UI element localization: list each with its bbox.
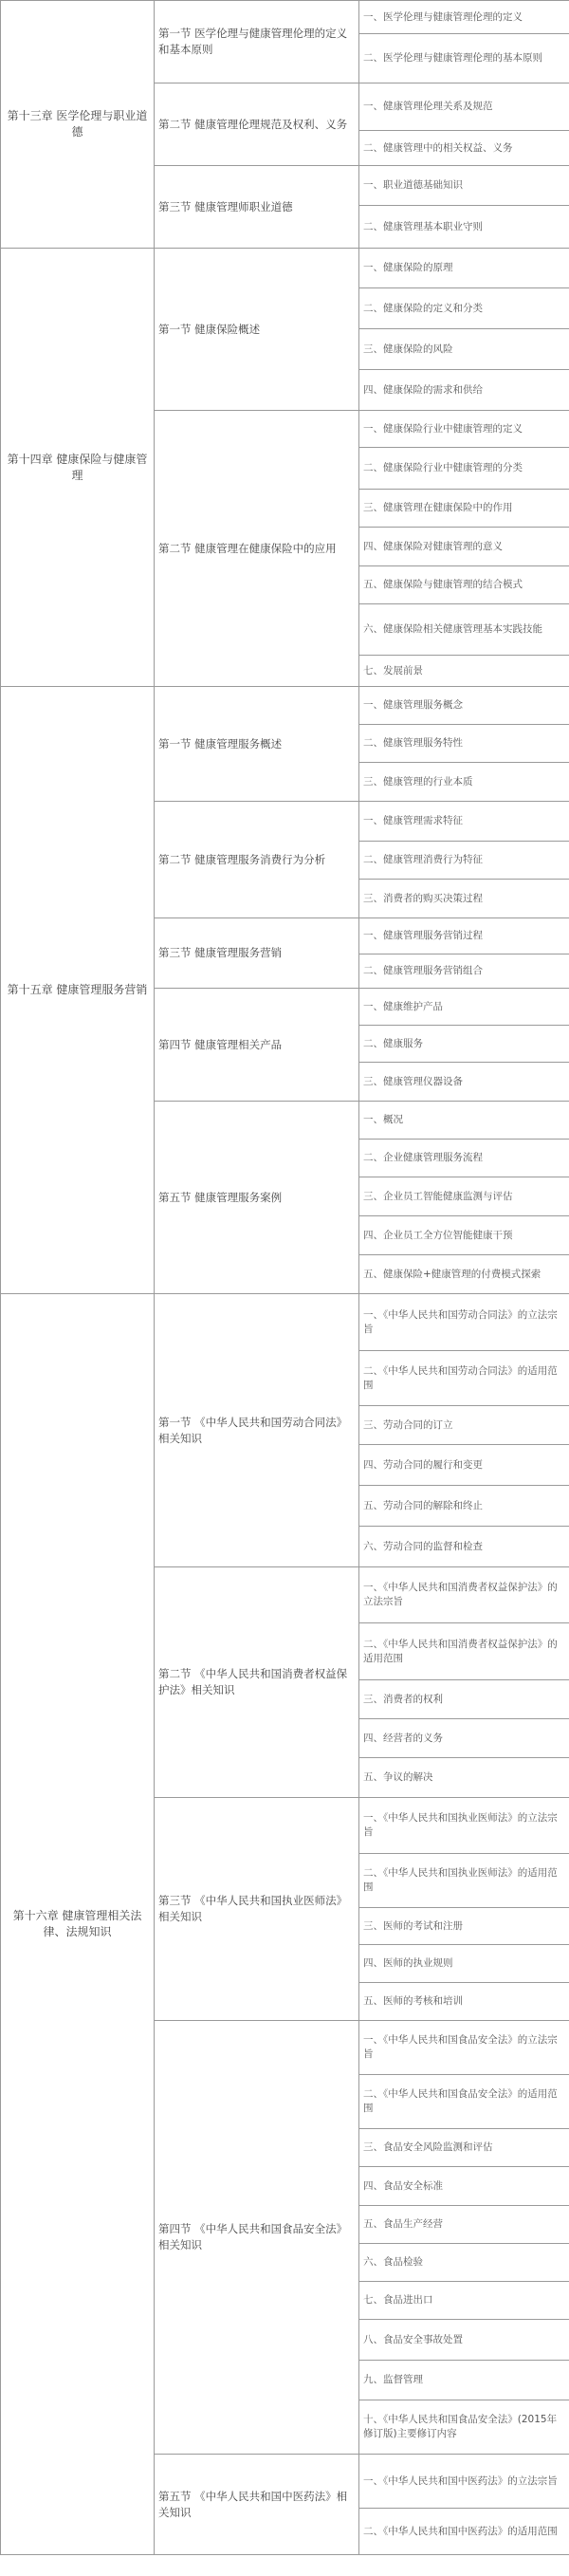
- table-row: [1, 249, 569, 288]
- section-title: 第五节 《中华人民共和国中医药法》相关知识: [155, 2455, 359, 2555]
- topic-item: 十、《中华人民共和国食品安全法》(2015年修订版)主要修订内容: [359, 2400, 569, 2455]
- section-title: 第三节 健康管理服务营销: [155, 918, 359, 989]
- topic-item: 八、食品安全事故处置: [359, 2320, 569, 2361]
- topic-item: 二、健康保险行业中健康管理的分类: [359, 448, 569, 490]
- topic-item: 三、食品安全风险监测和评估: [359, 2129, 569, 2167]
- topic-item: 二、健康管理基本职业守则: [359, 206, 569, 249]
- topic-item: 四、食品安全标准: [359, 2167, 569, 2206]
- section-title: 第二节 健康管理伦理规范及权利、义务: [155, 83, 359, 166]
- topic-item: 二、健康保险的定义和分类: [359, 288, 569, 329]
- topic-item: 五、医师的考核和培训: [359, 1983, 569, 2021]
- topic-item: 二、健康管理中的相关权益、义务: [359, 131, 569, 166]
- topic-item: 一、健康管理服务营销过程: [359, 918, 569, 954]
- topic-item: 二、《中华人民共和国消费者权益保护法》的适用范围: [359, 1623, 569, 1680]
- topic-item: 九、监督管理: [359, 2361, 569, 2400]
- topic-item: 四、健康保险对健康管理的意义: [359, 528, 569, 566]
- table-row: [1, 1294, 569, 1351]
- topic-item: 三、健康管理仪器设备: [359, 1063, 569, 1102]
- chapter-title: 第十六章 健康管理相关法律、法规知识: [1, 1294, 155, 2555]
- topic-item: 三、消费者的权利: [359, 1680, 569, 1719]
- topic-item: 二、《中华人民共和国执业医师法》的适用范围: [359, 1854, 569, 1908]
- topic-item: 二、健康管理消费行为特征: [359, 842, 569, 880]
- topic-item: 一、医学伦理与健康管理伦理的定义: [359, 1, 569, 34]
- topic-item: 七、发展前景: [359, 656, 569, 687]
- chapter-title: 第十三章 医学伦理与职业道德: [1, 1, 155, 249]
- topic-item: 六、食品检验: [359, 2244, 569, 2282]
- section-title: 第一节 医学伦理与健康管理伦理的定义和基本原则: [155, 1, 359, 83]
- section-title: 第三节 《中华人民共和国执业医师法》相关知识: [155, 1798, 359, 2021]
- topic-item: 四、经营者的义务: [359, 1719, 569, 1758]
- topic-item: 四、医师的执业规则: [359, 1945, 569, 1983]
- topic-item: 五、劳动合同的解除和终止: [359, 1486, 569, 1527]
- chapter-title: 第十五章 健康管理服务营销: [1, 687, 155, 1294]
- topic-item: 六、健康保险相关健康管理基本实践技能: [359, 604, 569, 656]
- section-title: 第一节 健康管理服务概述: [155, 687, 359, 802]
- topic-item: 五、健康保险与健康管理的结合模式: [359, 566, 569, 604]
- topic-item: 二、《中华人民共和国中医药法》的适用范围: [359, 2509, 569, 2555]
- section-title: 第二节 健康管理服务消费行为分析: [155, 802, 359, 918]
- topic-item: 六、劳动合同的监督和检查: [359, 1527, 569, 1567]
- section-title: 第二节 健康管理在健康保险中的应用: [155, 411, 359, 687]
- topic-item: 四、企业员工全方位智能健康干预: [359, 1216, 569, 1255]
- topic-item: 一、职业道德基础知识: [359, 166, 569, 206]
- topic-item: 一、健康管理需求特征: [359, 802, 569, 842]
- section-title: 第一节 《中华人民共和国劳动合同法》相关知识: [155, 1294, 359, 1567]
- topic-item: 二、健康服务: [359, 1026, 569, 1063]
- section-title: 第三节 健康管理师职业道德: [155, 166, 359, 249]
- syllabus-body: [1, 1, 569, 2555]
- topic-item: 二、健康管理服务特性: [359, 725, 569, 763]
- topic-item: 一、概况: [359, 1102, 569, 1140]
- section-title: 第二节 《中华人民共和国消费者权益保护法》相关知识: [155, 1567, 359, 1798]
- topic-item: 四、健康保险的需求和供给: [359, 370, 569, 411]
- topic-item: 一、健康维护产品: [359, 989, 569, 1026]
- topic-item: 二、健康管理服务营销组合: [359, 954, 569, 989]
- topic-item: 二、医学伦理与健康管理伦理的基本原则: [359, 34, 569, 83]
- topic-item: 五、健康保险+健康管理的付费模式探索: [359, 1255, 569, 1294]
- topic-item: 三、健康保险的风险: [359, 329, 569, 370]
- section-title: 第四节 《中华人民共和国食品安全法》相关知识: [155, 2021, 359, 2455]
- topic-item: 三、企业员工智能健康监测与评估: [359, 1177, 569, 1216]
- topic-item: 一、健康保险行业中健康管理的定义: [359, 411, 569, 448]
- topic-item: 一、《中华人民共和国劳动合同法》的立法宗旨: [359, 1294, 569, 1351]
- topic-item: 一、《中华人民共和国中医药法》的立法宗旨: [359, 2455, 569, 2509]
- chapter-title: 第十四章 健康保险与健康管理: [1, 249, 155, 687]
- topic-item: 五、争议的解决: [359, 1758, 569, 1798]
- topic-item: 七、食品进出口: [359, 2282, 569, 2320]
- topic-item: 三、健康管理的行业本质: [359, 763, 569, 802]
- topic-item: 一、《中华人民共和国执业医师法》的立法宗旨: [359, 1798, 569, 1854]
- section-title: 第一节 健康保险概述: [155, 249, 359, 411]
- topic-item: 五、食品生产经营: [359, 2206, 569, 2244]
- topic-item: 三、医师的考试和注册: [359, 1908, 569, 1945]
- topic-item: 一、《中华人民共和国消费者权益保护法》的立法宗旨: [359, 1567, 569, 1623]
- table-row: [1, 1, 569, 34]
- topic-item: 二、《中华人民共和国劳动合同法》的适用范围: [359, 1351, 569, 1406]
- topic-item: 四、劳动合同的履行和变更: [359, 1445, 569, 1486]
- topic-item: 三、消费者的购买决策过程: [359, 880, 569, 918]
- section-title: 第四节 健康管理相关产品: [155, 989, 359, 1102]
- topic-item: 一、健康管理服务概念: [359, 687, 569, 725]
- topic-item: 三、劳动合同的订立: [359, 1406, 569, 1445]
- topic-item: 二、企业健康管理服务流程: [359, 1140, 569, 1177]
- topic-item: 一、健康保险的原理: [359, 249, 569, 288]
- topic-item: 二、《中华人民共和国食品安全法》的适用范围: [359, 2075, 569, 2129]
- section-title: 第五节 健康管理服务案例: [155, 1102, 359, 1294]
- table-row: [1, 687, 569, 725]
- topic-item: 一、健康管理伦理关系及规范: [359, 83, 569, 131]
- topic-item: 一、《中华人民共和国食品安全法》的立法宗旨: [359, 2021, 569, 2075]
- topic-item: 三、健康管理在健康保险中的作用: [359, 490, 569, 528]
